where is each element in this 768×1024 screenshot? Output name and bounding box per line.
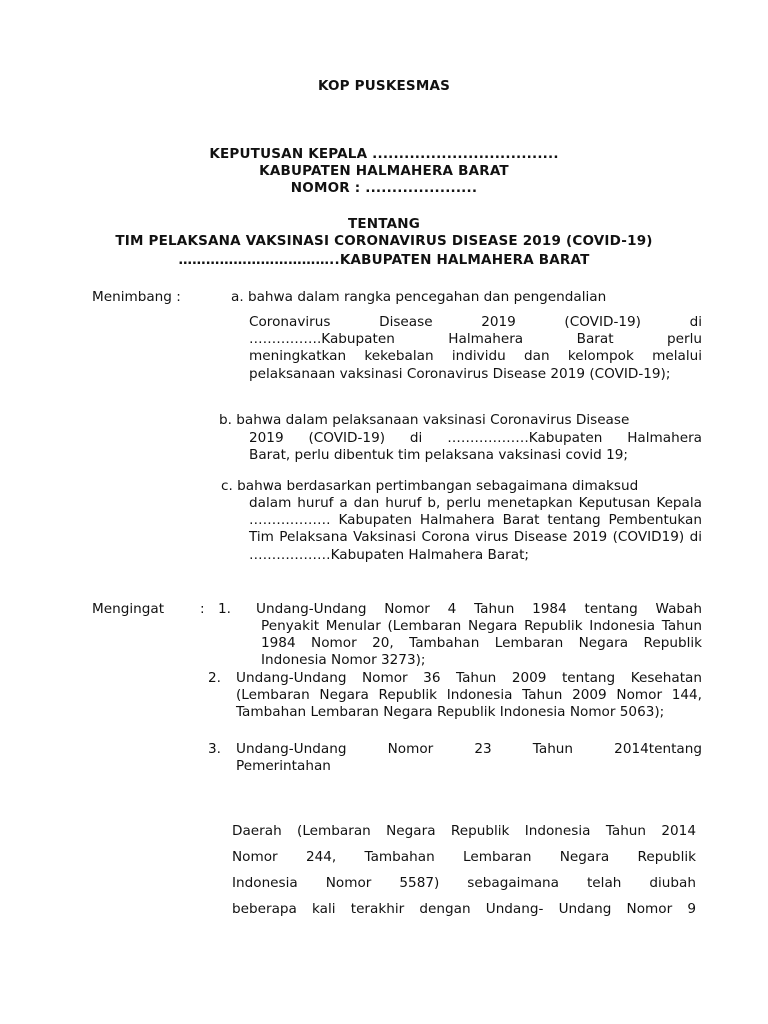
menimbang-a-line2: …………….Kabupaten Halmahera Barat perlu bbox=[249, 331, 702, 348]
decree-number: NOMOR : ..................... bbox=[290, 180, 478, 196]
mengingat-item1-rest: Penyakit Menular (Lembaran Negara Republik Indonesia Tahun 1984 Nomor 20, Tambahan Lembaran Negara Republik Indonesia Nomor 3273); bbox=[261, 618, 702, 669]
menimbang-b-line2: 2019 (COVID-19) di ………………Kabupaten Halmahera bbox=[249, 430, 702, 446]
mengingat-label: Mengingat bbox=[92, 601, 165, 617]
menimbang-b-line3: Barat, perlu dibentuk tim pelaksana vaksinasi covid 19; bbox=[249, 447, 628, 464]
menimbang-a-rest: meningkatkan kekebalan individu dan kelompok melalui pelaksanaan vaksinasi Coronavirus Disease 2019 (COVID-19); bbox=[249, 348, 702, 382]
mengingat-colon: : bbox=[200, 601, 205, 617]
decree-title-line1: KEPUTUSAN KEPALA ................................... bbox=[209, 146, 559, 162]
decree-title-line2: KABUPATEN HALMAHERA BARAT bbox=[259, 163, 509, 179]
continuation-line3: Indonesia Nomor 5587) sebagaimana telah diubah bbox=[232, 875, 696, 891]
menimbang-b-body bbox=[249, 430, 702, 464]
subject-line1: TIM PELAKSANA VAKSINASI CORONAVIRUS DISEASE 2019 (COVID-19) bbox=[115, 233, 653, 249]
menimbang-a-first: a. bahwa dalam rangka pencegahan dan pengendalian bbox=[231, 289, 607, 305]
menimbang-a-line1: Coronavirus Disease 2019 (COVID-19) di bbox=[249, 314, 702, 330]
menimbang-label: Menimbang : bbox=[92, 289, 181, 305]
continuation-line4: beberapa kali terakhir dengan Undang- Undang Nomor 9 bbox=[232, 901, 696, 917]
mengingat-item1-first bbox=[256, 601, 702, 618]
subject-line2: ……………………………..KABUPATEN HALMAHERA BARAT bbox=[178, 252, 590, 268]
mengingat-item1-number: 1. bbox=[218, 601, 231, 617]
menimbang-c-first: c. bahwa berdasarkan pertimbangan sebagaimana dimaksud bbox=[221, 478, 639, 494]
mengingat-item2-text: Undang-Undang Nomor 36 Tahun 2009 tentang Kesehatan (Lembaran Negara Republik Indonesia Tahun 2009 Nomor 144, Tambahan Lembaran Negara Republik Indonesia Nomor 5063); bbox=[236, 670, 702, 721]
mengingat-item3-line1: Undang-Undang Nomor 23 Tahun 2014tentang bbox=[236, 741, 702, 757]
continuation-line1: Daerah (Lembaran Negara Republik Indonesia Tahun 2014 bbox=[232, 823, 696, 839]
mengingat-item2-number: 2. bbox=[208, 670, 221, 686]
tentang-heading: TENTANG bbox=[347, 216, 421, 232]
menimbang-b-first: b. bahwa dalam pelaksanaan vaksinasi Coronavirus Disease bbox=[219, 412, 630, 428]
continuation-block bbox=[232, 818, 696, 922]
mengingat-item3-line2: Pemerintahan bbox=[236, 758, 331, 775]
mengingat-item1-first-text: Undang-Undang Nomor 4 Tahun 1984 tentang Wabah bbox=[256, 601, 702, 617]
menimbang-c-rest: dalam huruf a dan huruf b, perlu menetapkan Keputusan Kepala ……………… Kabupaten Halmahera Barat tentang Pembentukan Tim Pelaksana Vaksinasi Corona virus Disease 2019 (COVID19) di ………………Kabupaten Halmahera Barat; bbox=[249, 495, 702, 563]
continuation-line2: Nomor 244, Tambahan Lembaran Negara Republik bbox=[232, 849, 696, 865]
mengingat-item3-number: 3. bbox=[208, 741, 221, 757]
kop-heading: KOP PUSKESMAS bbox=[317, 78, 451, 94]
mengingat-item3-text bbox=[236, 741, 702, 775]
menimbang-a-body bbox=[249, 314, 702, 383]
